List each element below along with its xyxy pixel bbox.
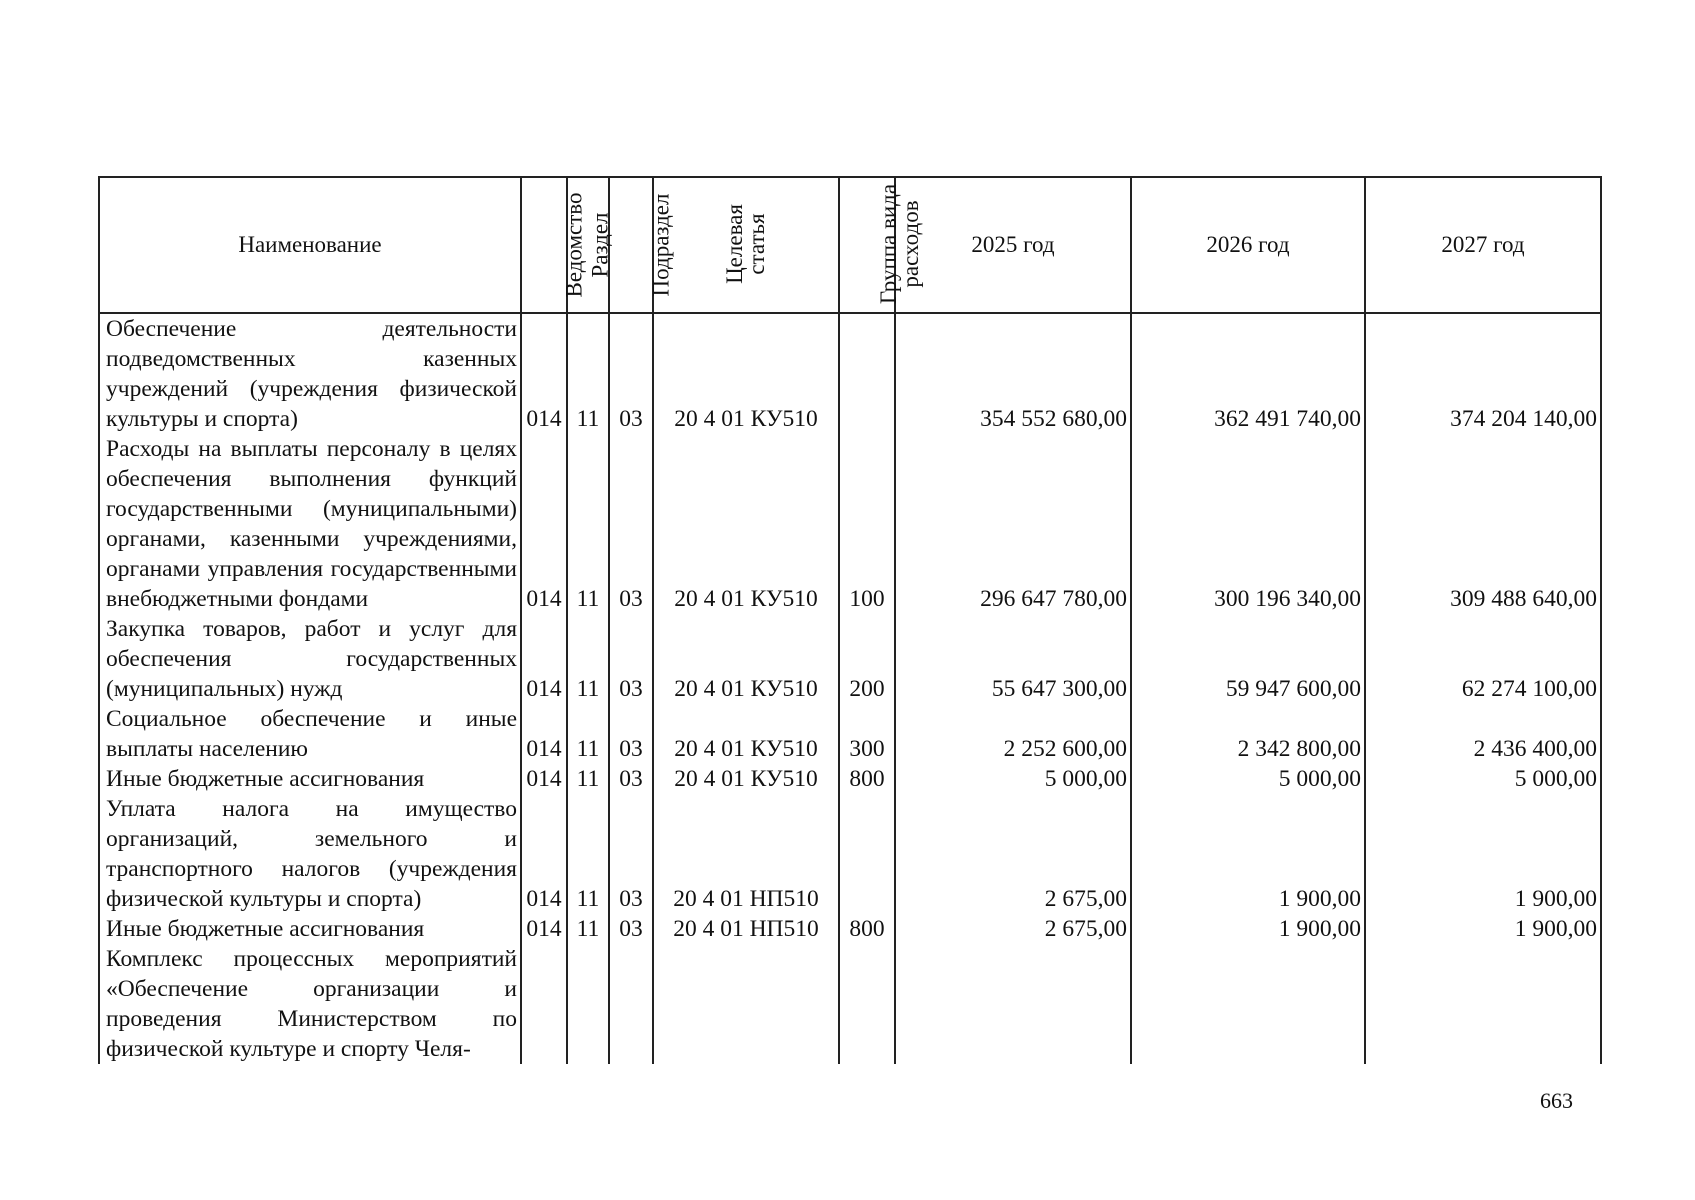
row-expense-group: 100 [839,434,895,614]
row-target-item: 20 4 01 КУ510 [653,313,839,434]
row-amount-2027: 5 000,00 [1365,764,1601,794]
header-name [99,177,521,313]
row-expense-group: 300 [839,704,895,764]
row-section: 11 [567,914,609,944]
row-subsection: 03 [609,794,653,914]
row-amount-2026: 2 342 800,00 [1131,704,1365,764]
header-expense-group-line1: Группа вида [876,183,902,305]
row-amount-2026 [1131,944,1365,1064]
row-department: 014 [521,614,567,704]
row-name: Закупка товаров, работ и услуг для обеспечения государственных (муниципальных) нужд [99,614,521,704]
row-department: 014 [521,794,567,914]
row-subsection: 03 [609,764,653,794]
table-row [99,794,1601,914]
row-amount-2027: 1 900,00 [1365,794,1601,914]
row-department: 014 [521,313,567,434]
row-amount-2025: 5 000,00 [895,764,1131,794]
row-amount-2026: 5 000,00 [1131,764,1365,794]
header-section-text: Раздел [587,212,613,278]
header-target-item-line2: статья [743,213,769,275]
row-name: Социальное обеспечение и иные выплаты населению [99,704,521,764]
row-amount-2025: 296 647 780,00 [895,434,1131,614]
header-year-2026 [1131,177,1365,313]
row-name: Комплекс процессных мероприятий «Обеспечение организации и проведения Министерством по физической культуре и спорту Челя- [99,944,521,1064]
row-amount-2026: 300 196 340,00 [1131,434,1365,614]
row-section [567,944,609,1064]
row-section: 11 [567,434,609,614]
row-amount-2027: 2 436 400,00 [1365,704,1601,764]
header-department-text: Ведомство [561,192,587,298]
header-year-2027 [1365,177,1601,313]
row-amount-2027: 309 488 640,00 [1365,434,1601,614]
row-amount-2025: 55 647 300,00 [895,614,1131,704]
row-subsection: 03 [609,434,653,614]
row-department: 014 [521,914,567,944]
row-amount-2026: 1 900,00 [1131,794,1365,914]
row-amount-2027: 62 274 100,00 [1365,614,1601,704]
row-subsection: 03 [609,914,653,944]
header-expense-group-text [878,184,922,304]
page-number: 663 [1540,1088,1573,1113]
table-row [99,764,1601,794]
header-target-item [653,177,839,313]
row-expense-group [839,313,895,434]
row-section: 11 [567,313,609,434]
table-row [99,914,1601,944]
row-amount-2025 [895,944,1131,1064]
header-year-2027-text: 2027 год [1441,232,1525,257]
row-amount-2025: 2 252 600,00 [895,704,1131,764]
row-name: Уплата налога на имущество организаций, земельного и транспортного налогов (учреждения физической культуры и спорта) [99,794,521,914]
header-year-2026-text: 2026 год [1206,232,1290,257]
row-amount-2027 [1365,944,1601,1064]
header-year-2025 [895,177,1131,313]
row-department [521,944,567,1064]
header-target-item-line1: Целевая [721,204,747,284]
header-expense-group-line2: расходов [898,200,924,288]
header-subsection-text: Подраздел [648,193,674,297]
row-name: Обеспечение деятельности подведомственных казенных учреждений (учреждения физической культуры и спорта) [99,313,521,434]
row-amount-2025: 2 675,00 [895,794,1131,914]
row-amount-2027: 1 900,00 [1365,914,1601,944]
row-name: Расходы на выплаты персоналу в целях обеспечения выполнения функций государственными (муниципальными) органами, казенными учреждениями, органами управления государственными внебюджетными фондами [99,434,521,614]
header-year-2025-text: 2025 год [971,232,1055,257]
table-row [99,944,1601,1064]
row-target-item: 20 4 01 КУ510 [653,434,839,614]
row-expense-group: 800 [839,914,895,944]
row-section: 11 [567,614,609,704]
row-section: 11 [567,764,609,794]
header-row [99,177,1601,313]
table-header [99,177,1601,313]
row-expense-group [839,794,895,914]
header-target-item-text [721,204,769,284]
row-section: 11 [567,704,609,764]
table-body [99,313,1601,1064]
row-department: 014 [521,434,567,614]
row-target-item: 20 4 01 КУ510 [653,704,839,764]
row-amount-2026: 59 947 600,00 [1131,614,1365,704]
row-amount-2026: 1 900,00 [1131,914,1365,944]
table-row [99,704,1601,764]
row-expense-group [839,944,895,1064]
row-amount-2025: 354 552 680,00 [895,313,1131,434]
row-amount-2025: 2 675,00 [895,914,1131,944]
table-row [99,614,1601,704]
row-target-item: 20 4 01 НП510 [653,794,839,914]
row-subsection: 03 [609,704,653,764]
row-name: Иные бюджетные ассигнования [99,914,521,944]
row-target-item [653,944,839,1064]
row-department: 014 [521,704,567,764]
row-section: 11 [567,794,609,914]
table-row [99,434,1601,614]
row-subsection: 03 [609,614,653,704]
header-subsection [609,177,674,313]
row-name: Иные бюджетные ассигнования [99,764,521,794]
row-subsection [609,944,653,1064]
header-department [521,177,587,313]
budget-table [98,176,1602,1064]
row-amount-2027: 374 204 140,00 [1365,313,1601,434]
row-target-item: 20 4 01 КУ510 [653,614,839,704]
row-expense-group: 800 [839,764,895,794]
header-name-text: Наименование [238,232,382,257]
row-department: 014 [521,764,567,794]
row-expense-group: 200 [839,614,895,704]
header-expense-group [839,177,924,313]
row-subsection: 03 [609,313,653,434]
row-target-item: 20 4 01 КУ510 [653,764,839,794]
row-amount-2026: 362 491 740,00 [1131,313,1365,434]
table-row [99,313,1601,434]
row-target-item: 20 4 01 НП510 [653,914,839,944]
